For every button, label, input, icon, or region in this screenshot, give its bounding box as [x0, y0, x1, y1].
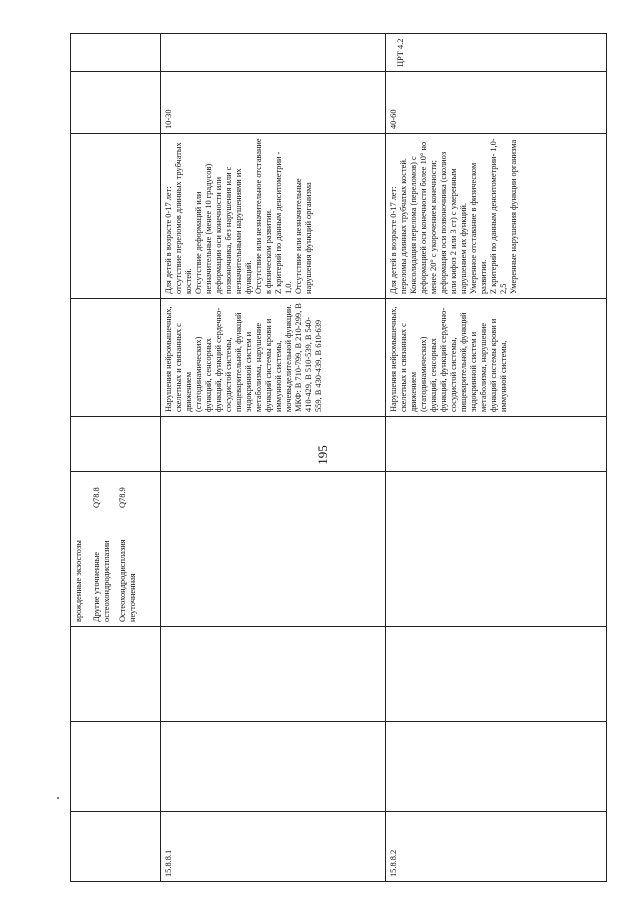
cell-empty: [161, 417, 386, 472]
diagnosis-prev: врожденные экзостозы: [74, 540, 83, 622]
description-line: переломы длинных трубчатых костей.: [399, 158, 408, 294]
cell-number: 15.8.8.1: [161, 812, 386, 882]
description-line: Консолидация перелома (переломов) с деформацией оси конечности более 10° но менее 20° с укорочением конечности; деформация оси позвоночника (сколиоз или кифоз 2 или 3 ст) с умеренным нарушением их функций.: [409, 141, 468, 294]
cell-empty: [71, 722, 161, 812]
description-line: Для детей в возрасте 0-17 лет:: [164, 186, 173, 294]
cell-number: [71, 812, 161, 882]
cell-empty: [386, 417, 607, 472]
classification-table: [70, 34, 606, 882]
cell-description: [161, 134, 386, 299]
diagnosis-code: Q78.9: [118, 487, 127, 508]
cell-empty: [71, 134, 161, 299]
cell-functions: Нарушения нейромышечных, скелетных и связанных с движением (статодинамических) функций, сенсорных функций, функций сердечно-сосудистой системы, пищеварительной, функций эндокринной систем и метаболизма, нарушение функций системы крови и иммунной системы,: [386, 299, 607, 417]
cell-empty: [71, 417, 161, 472]
cell-empty: [161, 627, 386, 722]
description-line: Для детей в возрасте 0-17 лет:: [389, 186, 398, 294]
cell-functions: Нарушения нейромышечных, скелетных и связанных с движением (статодинамических) функций, сенсорных функций, функций сердечно-сосудистой системы, пищеварительной, функций эндокринной систем и метаболизма, нарушение функций системы крови и иммунной системы, мочевыделительной функции. МКФ: В 710-799, В 210-299, В 410-429, В 510-539, В 540-559, В 430-439, В 610-639: [161, 299, 386, 417]
cell-percent: 40-60: [386, 72, 607, 134]
diagnosis-name: Остеохондродисплазия неуточненная: [118, 539, 137, 622]
description-line: Отсутствие или незначительное отставание в физическом развитии.: [254, 138, 273, 294]
diagnosis-name: Другие уточненные остеохондродисплазии: [92, 540, 111, 622]
cell-description: [386, 134, 607, 299]
cell-empty: [386, 722, 607, 812]
diagnosis-item: [92, 476, 112, 622]
description-line: Умеренное отставание в физическом развитии.: [469, 162, 488, 294]
table-row: [386, 34, 607, 882]
page-number-text: 195: [315, 445, 330, 465]
description-line: Отсутствие деформаций или незначительные (менее 10 градусов) деформации оси конечности или позвоночника, без нарушения или с незначительными нарушениями их функций.: [194, 163, 253, 294]
diagnosis-code: Q78.8: [92, 487, 101, 508]
table-row: [71, 34, 161, 882]
scan-speck: [57, 797, 59, 799]
cell-empty: [386, 627, 607, 722]
table-row: [161, 34, 386, 882]
description-line: Умеренные нарушения функции организма: [509, 139, 518, 294]
cell-empty: [71, 627, 161, 722]
description-line: Z критерий по данным денситометрии- 1,0-2,5: [489, 138, 508, 294]
cell-empty: [161, 722, 386, 812]
cell-diagnoses: [71, 472, 161, 627]
cell-criterion: ЦРТ 4.2: [386, 34, 607, 72]
cell-criterion: [161, 34, 386, 72]
description-line: Z критерий по данным денситометрии - 1,0.: [274, 151, 293, 294]
cell-percent: 10-30: [161, 72, 386, 134]
cell-empty: [71, 72, 161, 134]
description-line: отсутствие переломов длинных трубчатых костей.: [174, 142, 193, 294]
cell-empty: [71, 34, 161, 72]
cell-empty: [71, 299, 161, 417]
table: [70, 33, 607, 882]
cell-number: 15.8.8.2: [386, 812, 607, 882]
cell-empty: [161, 472, 386, 627]
diagnosis-item: [118, 476, 138, 622]
cell-empty: [386, 472, 607, 627]
description-line: Отсутствие или незначительные нарушения функций организма: [294, 178, 313, 294]
